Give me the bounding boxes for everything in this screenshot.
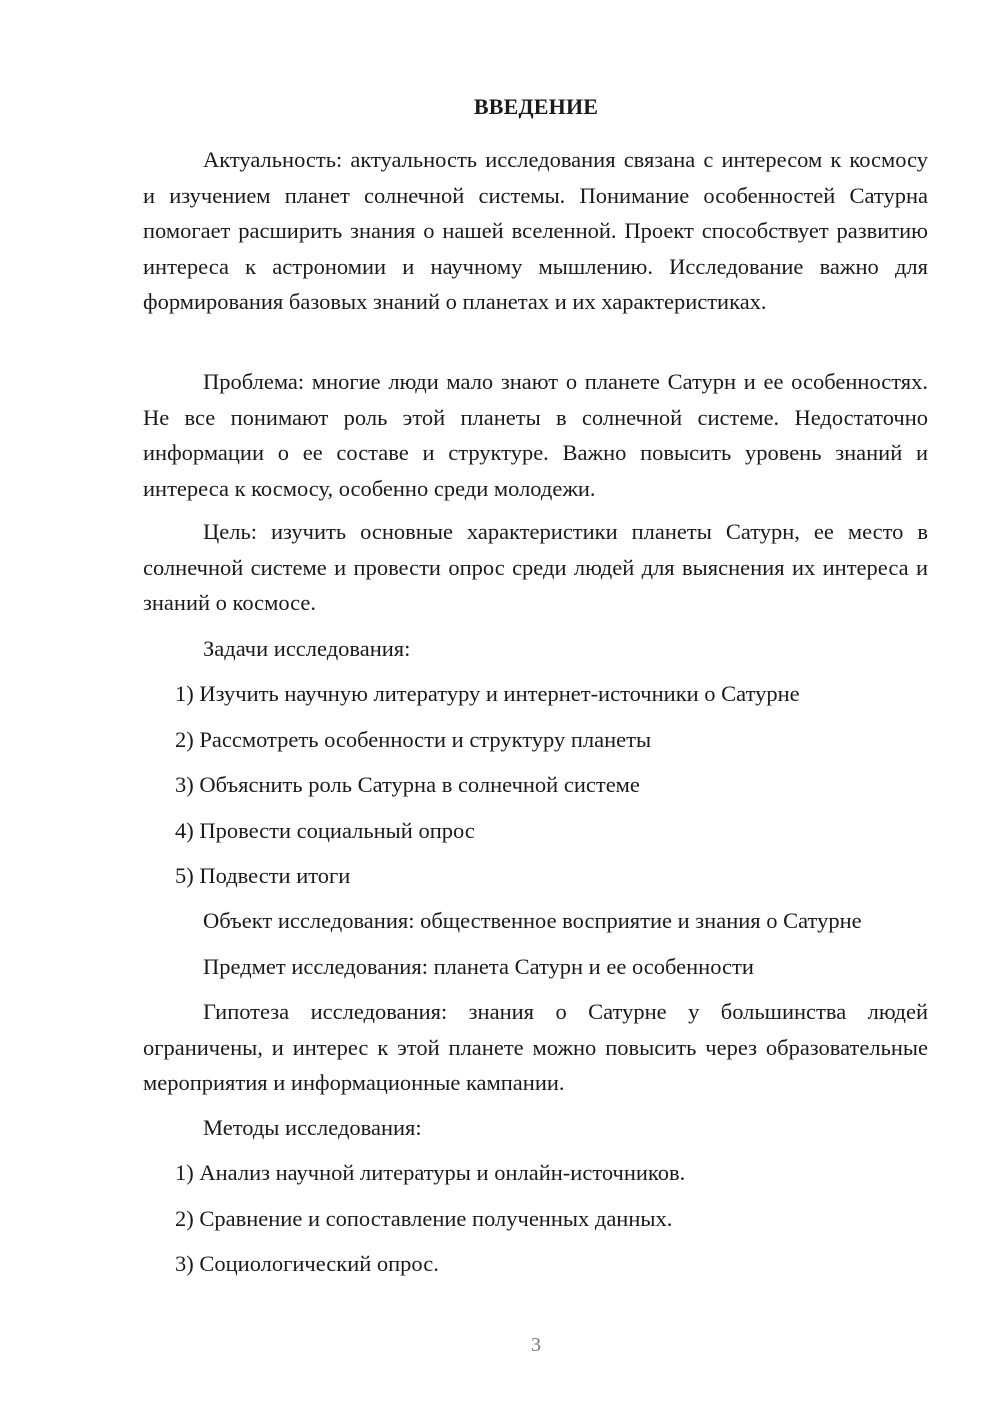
goal-paragraph: Цель: изучить основные характеристики планеты Сатурн, ее место в солнечной системе и провести опрос среди людей для выяснения их интереса и знаний о космосе. (143, 519, 928, 615)
method-item: 2) Сравнение и сопоставление полученных данных. (175, 1206, 673, 1231)
page-number: 3 (531, 1334, 541, 1356)
methods-heading: Методы исследования: (203, 1115, 422, 1140)
subject-line: Предмет исследования: планета Сатурн и ее особенности (203, 954, 754, 979)
tasks-heading: Задачи исследования: (203, 636, 411, 661)
method-item: 3) Социологический опрос. (175, 1251, 439, 1276)
object-line: Объект исследования: общественное восприятие и знания о Сатурне (203, 908, 862, 933)
hypothesis-paragraph: Гипотеза исследования: знания о Сатурне у большинства людей ограничены, и интерес к этой планете можно повысить через образовательные мероприятия и информационные кампании. (143, 999, 928, 1095)
task-item: 4) Провести социальный опрос (175, 818, 475, 843)
problem-paragraph: Проблема: многие люди мало знают о планете Сатурн и ее особенностях. Не все понимают роль этой планеты в солнечной системе. Недостаточно информации о ее составе и структуре. Важно повысить уровень знаний и интереса к космосу, особенно среди молодежи. (143, 369, 928, 501)
task-item: 1) Изучить научную литературу и интернет-источники о Сатурне (175, 681, 800, 706)
task-item: 2) Рассмотреть особенности и структуру планеты (175, 727, 652, 752)
method-item: 1) Анализ научной литературы и онлайн-источников. (175, 1160, 686, 1185)
task-item: 3) Объяснить роль Сатурна в солнечной системе (175, 772, 640, 797)
page-title: ВВЕДЕНИЕ (473, 94, 599, 119)
task-item: 5) Подвести итоги (175, 863, 351, 888)
relevance-paragraph: Актуальность: актуальность исследования связана с интересом к космосу и изучением планет солнечной системы. Понимание особенностей Сатурна помогает расширить знания о нашей вселенной. Проект способствует развитию интереса к астрономии и научному мышлению. Исследование важно для формирования базовых знаний о планетах и их характеристиках. (143, 147, 928, 314)
